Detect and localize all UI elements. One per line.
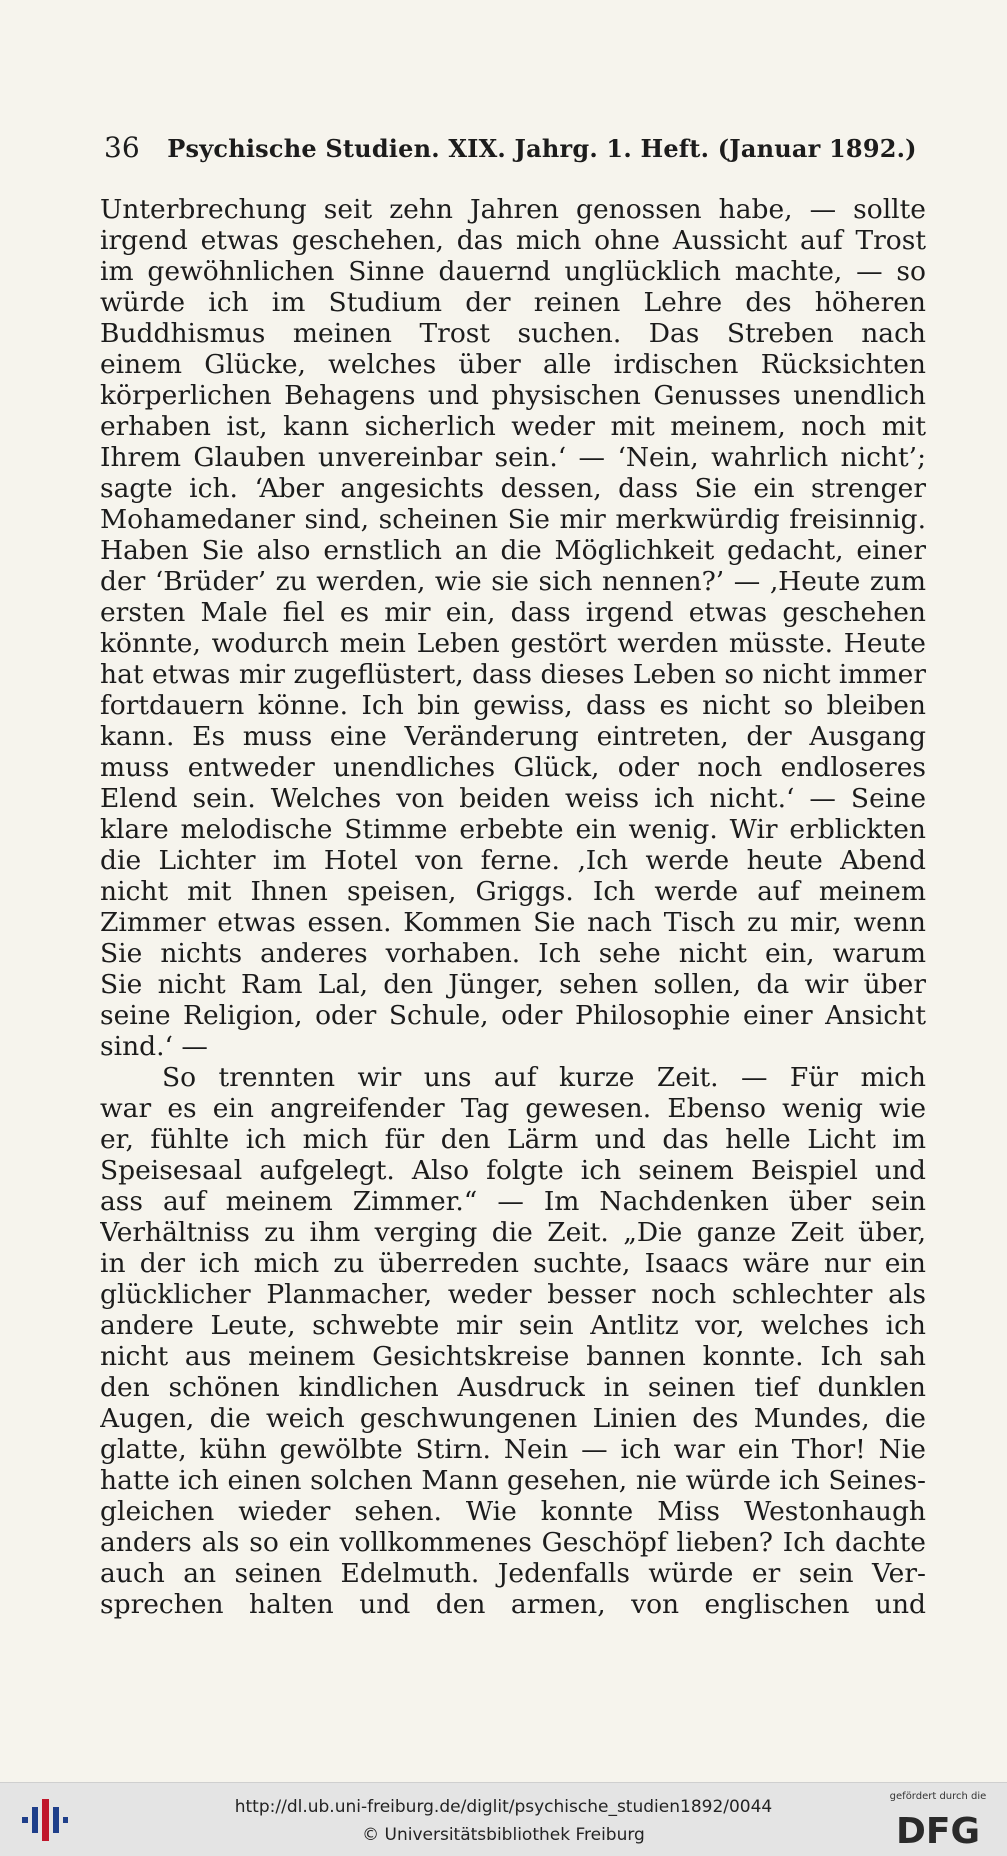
text-line: Augen, die weich geschwungenen Linien des Mundes, die: [100, 1403, 926, 1434]
text-line: in der ich mich zu überreden suchte, Isaacs wäre nur ein: [100, 1248, 926, 1279]
text-line: hatte ich einen solchen Mann gesehen, nie würde ich Seines-: [100, 1465, 926, 1496]
text-line: glatte, kühn gewölbte Stirn. Nein — ich war ein Thor! Nie: [100, 1434, 926, 1465]
text-line: klare melodische Stimme erbebte ein wenig. Wir erblickten: [100, 814, 926, 845]
viewer-footer: [0, 1782, 1007, 1856]
text-line: Zimmer etwas essen. Kommen Sie nach Tisch zu mir, wenn: [100, 907, 926, 938]
text-line: Haben Sie also ernstlich an die Möglichkeit gedacht, einer: [100, 535, 926, 566]
text-line: sagte ich. ‘Aber angesichts dessen, dass Sie ein strenger: [100, 473, 926, 504]
page-number: 36: [104, 131, 140, 164]
text-line: sind.‘ —: [100, 1031, 208, 1062]
text-line: sprechen halten und den armen, von englischen und: [100, 1589, 926, 1620]
text-line: war es ein angreifender Tag gewesen. Ebenso wenig wie: [100, 1093, 926, 1124]
text-line: nicht mit Ihnen speisen, Griggs. Ich werde auf meinem: [100, 876, 926, 907]
text-line: Elend sein. Welches von beiden weiss ich nicht.‘ — Seine: [100, 783, 926, 814]
text-line: gleichen wieder sehen. Wie konnte Miss Westonhaugh: [100, 1496, 926, 1527]
text-line: die Lichter im Hotel von ferne. ‚Ich werde heute Abend: [100, 845, 926, 876]
text-line: erhaben ist, kann sicherlich weder mit meinem, noch mit: [100, 411, 926, 442]
text-line: ass auf meinem Zimmer.“ — Im Nachdenken über sein: [100, 1186, 926, 1217]
text-line: könnte, wodurch mein Leben gestört werden müsste. Heute: [100, 628, 926, 659]
text-line: nicht aus meinem Gesichtskreise bannen konnte. Ich sah: [100, 1341, 926, 1372]
text-line: anders als so ein vollkommenes Geschöpf lieben? Ich dachte: [100, 1527, 926, 1558]
text-line: einem Glücke, welches über alle irdischen Rücksichten: [100, 349, 926, 380]
text-line: Sie nichts anderes vorhaben. Ich sehe nicht ein, warum: [100, 938, 926, 969]
running-head: [104, 128, 924, 168]
text-line: Mohamedaner sind, scheinen Sie mir merkwürdig freisinnig.: [100, 504, 926, 535]
text-line: Speisesaal aufgelegt. Also folgte ich seinem Beispiel und: [100, 1155, 926, 1186]
text-line: auch an seinen Edelmuth. Jedenfalls würde er sein Ver-: [100, 1558, 926, 1589]
text-line: im gewöhnlichen Sinne dauernd unglücklich machte, — so: [100, 256, 926, 287]
text-line: Unterbrechung seit zehn Jahren genossen habe, — sollte: [100, 194, 926, 225]
text-line: muss entweder unendliches Glück, oder noch endloseres: [100, 752, 926, 783]
text-line: seine Religion, oder Schule, oder Philosophie einer Ansicht: [100, 1000, 926, 1031]
dfg-logo-text: DFG: [895, 1811, 981, 1851]
text-line: er, fühlte ich mich für den Lärm und das helle Licht im: [100, 1124, 926, 1155]
copyright-notice: © Universitätsbibliothek Freiburg: [362, 1825, 645, 1845]
text-line: So trennten wir uns auf kurze Zeit. — Für mich: [162, 1062, 926, 1093]
text-line: glücklicher Planmacher, weder besser noch schlechter als: [100, 1279, 926, 1310]
text-line: Sie nicht Ram Lal, den Jünger, sehen sollen, da wir über: [100, 969, 926, 1000]
page-url-link[interactable]: http://dl.ub.uni-freiburg.de/diglit/psychische_studien1892/0044: [234, 1797, 773, 1817]
text-line: irgend etwas geschehen, das mich ohne Aussicht auf Trost: [100, 225, 926, 256]
text-line: fortdauern könne. Ich bin gewiss, dass es nicht so bleiben: [100, 690, 926, 721]
text-line: ersten Male fiel es mir ein, dass irgend etwas geschehen: [100, 597, 926, 628]
text-line: Ihrem Glauben unvereinbar sein.‘ — ‘Nein, wahrlich nicht’;: [100, 442, 926, 473]
text-line: den schönen kindlichen Ausdruck in seinen tief dunklen: [100, 1372, 926, 1403]
body-text: [100, 194, 926, 1620]
text-line: hat etwas mir zugeflüstert, dass dieses Leben so nicht immer: [100, 659, 926, 690]
running-title: Psychische Studien. XIX. Jahrg. 1. Heft. (Januar 1892.): [167, 134, 917, 163]
text-line: Verhältniss zu ihm verging die Zeit. „Die ganze Zeit über,: [100, 1217, 926, 1248]
text-line: würde ich im Studium der reinen Lehre des höheren: [100, 287, 926, 318]
funder-caption: gefördert durch die: [889, 1791, 987, 1802]
text-line: der ‘Brüder’ zu werden, wie sie sich nennen?’ — ‚Heute zum: [100, 566, 926, 597]
text-line: kann. Es muss eine Veränderung eintreten, der Ausgang: [100, 721, 926, 752]
text-line: Buddhismus meinen Trost suchen. Das Streben nach: [100, 318, 926, 349]
text-line: andere Leute, schwebte mir sein Antlitz vor, welches ich: [100, 1310, 926, 1341]
text-line: körperlichen Behagens und physischen Genusses unendlich: [100, 380, 926, 411]
dfg-logo: [883, 1791, 993, 1851]
